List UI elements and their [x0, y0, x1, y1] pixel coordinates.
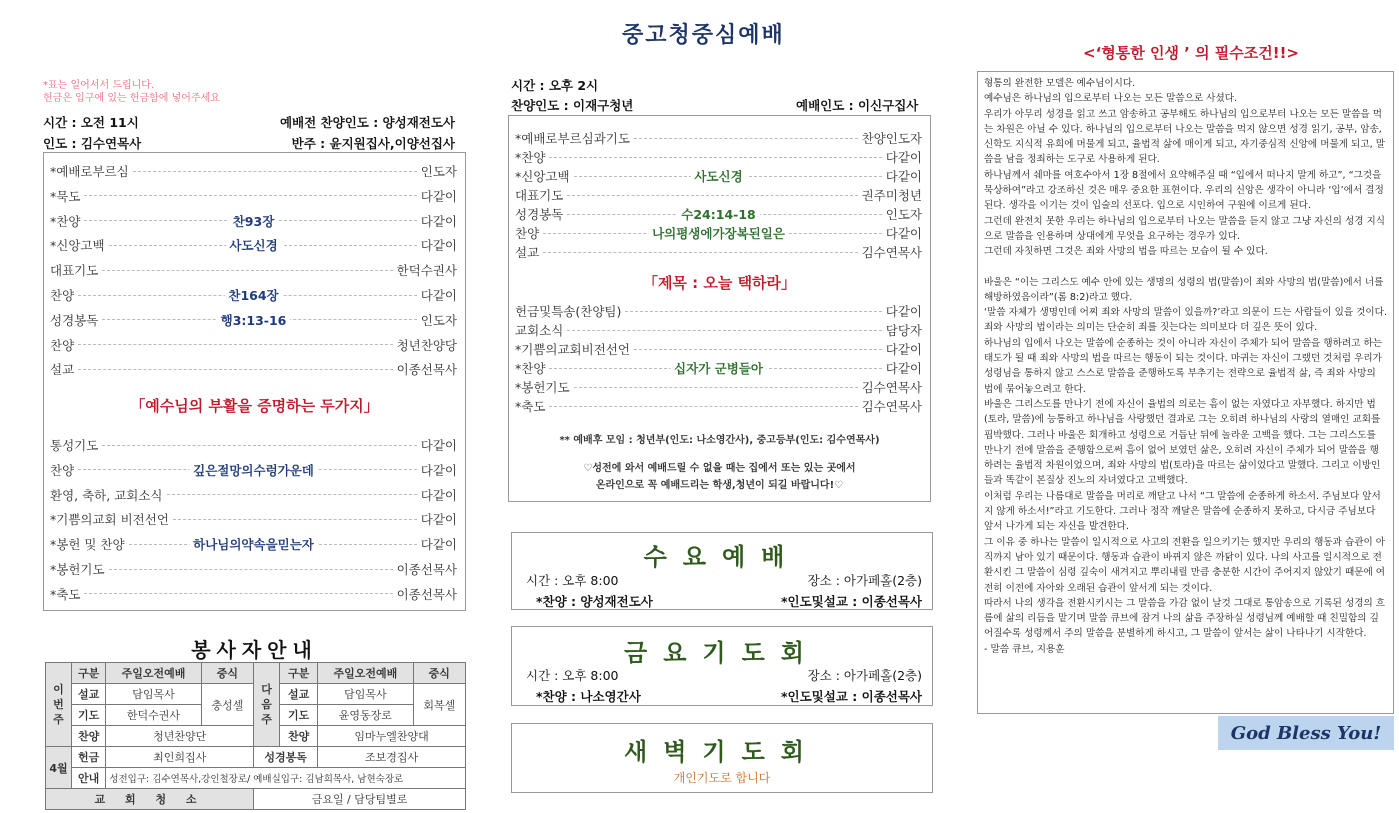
order-row: [50, 308, 457, 332]
order-label: *기쁨의교회비전선언: [515, 342, 630, 357]
after-service-note: ** 예배후 모임 : 청년부(인도: 나소영간사), 중고등부(인도: 김수연목사): [559, 435, 880, 446]
order-person: 다같이: [420, 512, 457, 528]
dawn-box: [511, 723, 933, 793]
cell-key: 찬양: [280, 726, 318, 747]
cell-key: 헌금: [72, 747, 106, 768]
table-row: [46, 789, 466, 810]
cell-lunch: 회복셀: [413, 684, 465, 726]
friday-time: 시간 : 오후 8:00: [526, 668, 619, 683]
order-detail: 찬164장: [224, 286, 282, 304]
order-label: *신앙고백: [515, 169, 570, 184]
order-row: [50, 557, 457, 581]
essay-title: <‘형통한 인생 ’ 의 필수조건!!>: [1083, 44, 1300, 62]
leader-dots: [78, 344, 392, 345]
order-label: 교회소식: [515, 323, 564, 338]
cell-value: 조보경집사: [318, 747, 466, 768]
order-person: 김수연목사: [861, 399, 922, 414]
middle-order: [515, 126, 922, 291]
cell-key: 기도: [280, 705, 318, 726]
order-label: *봉헌 및 찬양: [50, 537, 125, 553]
order-label: *축도: [515, 399, 546, 414]
friday-praise: *찬양 : 나소영간사: [536, 689, 641, 704]
order-label: *신앙고백: [50, 238, 105, 254]
leader-dots: [133, 171, 417, 172]
leader-dots: [78, 369, 392, 370]
col-sunday: 주일오전예배: [106, 663, 201, 684]
dawn-title: 새벽기도회: [624, 738, 820, 766]
cell-value: 청년찬양단: [106, 726, 254, 747]
order-row: [50, 532, 457, 556]
middle-praise: 찬양인도 : 이재구청년: [511, 98, 634, 113]
order-row: [50, 258, 457, 282]
essay-paragraph: 예수님은 하나님의 입으로부터 나오는 모든 말씀으로 사셨다.: [984, 93, 1238, 105]
order-person: 청년찬양당: [396, 337, 457, 353]
middle-time: 시간 : 오후 2시: [511, 78, 599, 93]
order-row: [515, 394, 922, 418]
order-label: 헌금및특송(찬양팀): [515, 304, 622, 319]
leader-dots: [574, 387, 858, 388]
cell-value: 담임목사: [106, 684, 201, 705]
order-person: 다같이: [885, 226, 922, 241]
order-row: [50, 458, 457, 482]
col-lunch: 중식: [201, 663, 253, 684]
wednesday-praise: *찬양 : 양성재전도사: [536, 594, 653, 609]
cell-key: 설교: [72, 684, 106, 705]
left-header-row2: [43, 134, 455, 152]
order-detail: 사도신경: [690, 167, 746, 185]
service-time: 시간 : 오전 11시: [43, 115, 139, 130]
order-label: 대표기도: [50, 263, 99, 279]
order-row: [50, 357, 457, 381]
order-person: 다같이: [420, 438, 457, 453]
table-row: [46, 663, 466, 684]
order-row: [515, 240, 922, 264]
sermon-title: 「예수님의 부활을 증명하는 두가지」: [130, 397, 379, 415]
volunteer-title: 봉사자안내: [191, 638, 318, 662]
essay-gap: [984, 260, 1387, 275]
wednesday-preach: *인도및설교 : 이종선목사: [781, 594, 922, 609]
order-label: *예배로부르심: [50, 164, 129, 179]
order-label: *봉헌기도: [515, 380, 570, 395]
leader-dots: [549, 406, 857, 407]
friday-line1: [512, 666, 932, 684]
order-person: 이종선목사: [396, 562, 457, 577]
morning-order-box: [43, 152, 466, 611]
essay-paragraph: 형통의 완전한 모델은 예수님이시다.: [984, 78, 1136, 89]
order-person: 다같이: [885, 342, 922, 357]
essay-box: [977, 71, 1394, 714]
cell-key: 설교: [280, 684, 318, 705]
leader-dots: [167, 494, 417, 495]
order-person: 이종선목사: [396, 586, 457, 602]
order-person: 다같이: [885, 169, 922, 184]
order-row: [50, 159, 457, 183]
order-detail: 나의평생에가장복된일은: [648, 224, 789, 242]
essay-paragraph: 따라서 나의 생각을 전환시키시는 그 말씀을 가감 없이 날것 그대로 통암송으로 기록된 성경의 흐름에 삶의 리듬을 맡기며 말씀 큐브에 잠겨 나의 삶을 주장하실 성령님께 예배할 때 친밀함의 깊어질수록 성령께서 주의 말씀을 분별하게 하시고, 그 말씀이 앞서는 삶이 나타나기 시작한다.: [984, 597, 1386, 640]
order-person: 다같이: [885, 150, 922, 165]
cell-value: 성전입구: 김수연목사,강인철장로/ 예배실입구: 김남희목사, 남현숙장로: [106, 768, 466, 789]
essay-paragraph: 우리가 아무리 성경을 읽고 쓰고 암송하고 공부해도 하나님의 입으로부터 나오는 모든 말씀을 먹는 차원은 아닐 수 있다. 하나님의 입으로부터 나오는 말씀을 먹지 않으면 성경 읽기, 공부, 암송, 신학도 지식적 유희에 머물게 되고, 율법적 삶에 매이게 되고, 자기중심적 신앙에 머물게 되고, 말씀을 남을 정죄하는 도구로 사용하게 된다.: [984, 108, 1385, 166]
leader-dots: [109, 569, 393, 570]
order-row: [50, 507, 457, 531]
essay-paragraph: 그 이유 중 하나는 말씀이 일시적으로 사고의 전환을 일으키기는 했지만 우리의 행동과 습관이 아직까지 남아 있기 때문이다. 행동과 습관이 바뀌지 않은 까닭이 있다. 나의 사고를 일시적으로 전환시킨 그 말씀이 심령 깊숙이 새겨지고 뿌리내릴 만큼 충분한 시간이 주어지지 않았기 때문에 여전히 이전에 자아와 오래된 습관이 앞서게 되는 것이다.: [984, 536, 1386, 594]
leader-dots: [549, 157, 881, 158]
friday-line2: [512, 687, 932, 705]
wednesday-time: 시간 : 오후 8:00: [526, 573, 619, 588]
cell-key: 찬양: [72, 726, 106, 747]
this-week-label: 이번주: [46, 663, 72, 747]
order-label: *찬양: [50, 213, 81, 229]
col-lunch: 중식: [413, 663, 465, 684]
order-row: [50, 209, 457, 233]
order-person: 담당자: [885, 323, 922, 338]
order-label: 성경봉독: [50, 312, 99, 328]
essay-paragraph: 하나님께서 쉐마를 여호수아서 1장 8절에서 요약해주실 때 “입에서 떠나지 말게 하고”, “그것을 묵상하여”라고 강조하신 것은 매우 중요한 표현이다. 우리의 신앙은 생각이 아니라 ‘입’에서 결정된다. 생각을 이기는 것이 입술의 선포다. 입으로 시인하여 구원에 이르게 된다.: [984, 169, 1384, 212]
cleaning-value: 금요일 / 담당팀별로: [254, 789, 466, 810]
order-person: 다같이: [420, 487, 457, 503]
order-label: 찬양: [50, 288, 75, 303]
middle-sermon: 「제목 : 오늘 택하라」: [642, 274, 797, 292]
wednesday-line2: [512, 592, 932, 610]
cell-value: 윤영동장로: [318, 705, 413, 726]
order-person: 다같이: [885, 361, 922, 376]
friday-place: 장소 : 아가페홀(2층): [807, 668, 922, 683]
order-person: 다같이: [420, 288, 457, 303]
order-person: 인도자: [420, 164, 457, 179]
order-top: [50, 159, 457, 389]
cell-value: 임마누엘찬양대: [318, 726, 466, 747]
praise-leader: 예배전 찬양인도 : 양성재전도사: [279, 115, 455, 130]
friday-title: 금요기도회: [624, 639, 820, 667]
order-label: 찬양: [50, 337, 75, 353]
table-row: [46, 747, 466, 768]
order-person: 다같이: [420, 238, 457, 254]
leader-dots: [567, 330, 881, 331]
order-label: *묵도: [50, 188, 81, 204]
essay-paragraph: 바울은 그리스도를 만나기 전에 자신이 율법의 의로는 흠이 없는 자였다고 자부했다. 하지만 법(토라, 말씀)에 능통하고 하나님을 사랑했던 결과로 그는 오히려 하나님의 사랑의 열매인 교회를 핍박했다. 그러나 바울은 회개하고 성령으로 거듭난 뒤에 놀라운 고백을 했다. 그는 그리스도를 만나기 전에 말씀을 준행함으로써 흠이 없어 보였던 삶은, 오히려 자신이 주체가 되어 말씀을 행하려는 율법적 차원이었으며, 죄와 사망의 법(토라)을 따르는 삶이었다고 말했다. 그리고 이방인들과 똑같이 본질상 진노의 자녀였다고 고백했다.: [984, 398, 1381, 487]
order-person: 이종선목사: [396, 362, 457, 378]
wednesday-line1: [512, 571, 932, 589]
notice-line: 헌금은 입구에 있는 헌금함에 넣어주세요: [43, 93, 220, 104]
left-header-row1: [43, 113, 455, 131]
wednesday-title: 수요예배: [643, 543, 801, 571]
leader-dots: [567, 195, 857, 196]
order-bottom: [50, 433, 457, 608]
order-person: 인도자: [885, 207, 922, 222]
col-gubun: 구분: [280, 663, 318, 684]
dawn-sub: 개인기도로 합니다: [673, 771, 771, 785]
order-label: 찬양: [515, 226, 540, 241]
notice-line: *표는 일어서서 드립니다.: [43, 80, 155, 91]
middle-order2: [515, 299, 922, 434]
order-label: 성경봉독: [515, 207, 564, 222]
essay-paragraph: 이처럼 우리는 나름대로 말씀을 머리로 깨닫고 나서 “그 말씀에 순종하게 하소서. 주님보다 앞서지 않게 하소서!”라고 기도한다. 그러나 정작 깨달은 말씀에 순종하지 못하고, 다시금 주님보다 앞서 나가게 되는 자신을 발견한다.: [984, 490, 1381, 533]
god-bless-banner: God Bless You!: [1218, 716, 1394, 750]
order-label: *기쁨의교회 비전선언: [50, 512, 169, 528]
online-note: ♡성전에 와서 예배드릴 수 없을 때는 집에서 또는 있는 곳에서: [583, 463, 856, 474]
order-person: 다같이: [885, 304, 922, 319]
order-detail: 행3:13-16: [217, 311, 291, 329]
cell-key: 안내: [72, 768, 106, 789]
order-row: [50, 483, 457, 507]
order-detail: 사도신경: [225, 236, 281, 254]
table-row: [46, 768, 466, 789]
order-detail: 깊은절망의수렁가운데: [189, 461, 318, 479]
order-detail: 십자가 군병들아: [670, 359, 767, 377]
friday-preach: *인도및설교 : 이종선목사: [781, 689, 922, 704]
month-label: 4월: [46, 747, 72, 789]
order-person: 권주미청년: [861, 188, 922, 203]
middle-leader: 예배인도 : 이신구집사: [796, 98, 919, 113]
order-label: 설교: [50, 362, 75, 378]
order-detail: 수24:14-18: [677, 205, 759, 223]
order-person: 다같이: [420, 462, 457, 478]
essay-paragraph: 그런데 자칫하면 그것은 죄와 사망의 법을 따르는 모습이 될 수 있다.: [984, 246, 1268, 258]
order-label: 설교: [515, 245, 540, 260]
essay-paragraph: 죄와 사망의 법이라는 의미는 단순히 죄를 짓는다는 의미보다 더 깊은 뜻이 있다.: [984, 322, 1318, 334]
leader-dots: [634, 349, 882, 350]
order-label: 대표기도: [515, 188, 564, 203]
cell-value: 한덕수권사: [106, 705, 201, 726]
essay-paragraph: 그런데 완전치 못한 우리는 하나님의 입으로부터 나오는 말씀을 듣지 않고 그냥 자신의 성경 지식으로 말씀을 인용하며 상대에게 무엇을 요구하는 경우가 있다.: [984, 215, 1386, 242]
cell-value: 담임목사: [318, 684, 413, 705]
order-person: 다같이: [420, 188, 457, 204]
friday-box: [511, 626, 933, 706]
leader-dots: [102, 270, 392, 271]
wednesday-box: [511, 532, 933, 610]
order-person: 다같이: [420, 537, 457, 553]
leader-dots: [634, 138, 858, 139]
order-label: *봉헌기도: [50, 562, 105, 577]
cell-lunch: 충성셀: [201, 684, 253, 726]
order-row: [50, 233, 457, 257]
order-person: 한덕수권사: [396, 263, 457, 279]
main-title: 중고청중심예배: [622, 23, 785, 48]
order-detail: 찬93장: [229, 212, 279, 230]
next-week-label: 다음주: [254, 663, 280, 747]
essay-paragraph: 바울은 “이는 그리스도 예수 안에 있는 생명의 성령의 법(말씀)이 죄와 사망의 법(말씀)에서 너를 해방하였음이라”(롬 8:2)라고 했다.: [984, 276, 1384, 303]
cell-value: 최인희집사: [106, 747, 254, 768]
leader-dots: [102, 445, 416, 446]
cell-key: 성경봉독: [254, 747, 318, 768]
online-note: 온라인으로 꼭 예배드리는 학생,청년이 되길 바랍니다!♡: [595, 480, 844, 491]
col-sunday: 주일오전예배: [318, 663, 413, 684]
order-row: [50, 333, 457, 357]
cell-key: 기도: [72, 705, 106, 726]
notice: [43, 79, 343, 105]
leader-dots: [173, 519, 417, 520]
order-row: [50, 433, 457, 457]
leader-dots: [84, 593, 392, 594]
order-person: 김수연목사: [861, 380, 922, 395]
service-leader: 인도 : 김수연목사: [43, 136, 142, 151]
order-person: 다같이: [420, 213, 457, 229]
order-label: *예배로부르심과기도: [515, 131, 630, 146]
order-person: 김수연목사: [861, 245, 922, 260]
afternoon-order-box: [508, 115, 931, 502]
cleaning-label: 교 회 청 소: [46, 789, 254, 810]
order-row: [50, 184, 457, 208]
essay-paragraph: ‘말씀 자체가 생명인데 어찌 죄와 사망의 말씀이 있을까?’라고 의문이 드는 사람들이 있을 것이다.: [984, 307, 1388, 319]
order-label: *찬양: [515, 361, 546, 376]
order-person: 찬양인도자: [861, 131, 922, 146]
order-row: [50, 582, 457, 606]
essay-paragraph: 하나님의 입에서 나오는 말씀에 순종하는 것이 아니라 자신이 주체가 되어 말씀을 행하려고 하는 태도가 될 때 죄와 사망의 법을 따르는 행동이 되는 것이다. 마귀는 자신이 그랬던 것처럼 우리가 성령님을 통하지 않고 스스로 말씀을 준행하도록 부추기는 전략으로 율법적 삶, 즉 죄와 사망의 법에 묶어놓으려고 한다.: [984, 337, 1383, 395]
volunteer-table: [45, 662, 466, 810]
wednesday-place: 장소 : 아가페홀(2층): [807, 573, 922, 588]
order-label: *찬양: [515, 150, 546, 165]
order-person: 인도자: [420, 312, 457, 328]
leader-dots: [625, 311, 881, 312]
essay-paragraph: - 말씀 큐브, 지용훈: [984, 643, 1065, 655]
order-label: *축도: [50, 586, 81, 602]
order-detail: 하나님의약속을믿는자: [189, 535, 318, 553]
order-label: 찬양: [50, 462, 75, 478]
col-gubun: 구분: [72, 663, 106, 684]
order-label: 환영, 축하, 교회소식: [50, 487, 163, 503]
leader-dots: [543, 252, 857, 253]
leader-dots: [84, 195, 416, 196]
order-label: 통성기도: [50, 438, 99, 453]
order-row: [50, 283, 457, 307]
accompanist: 반주 : 윤지원집사,이양선집사: [291, 136, 455, 151]
